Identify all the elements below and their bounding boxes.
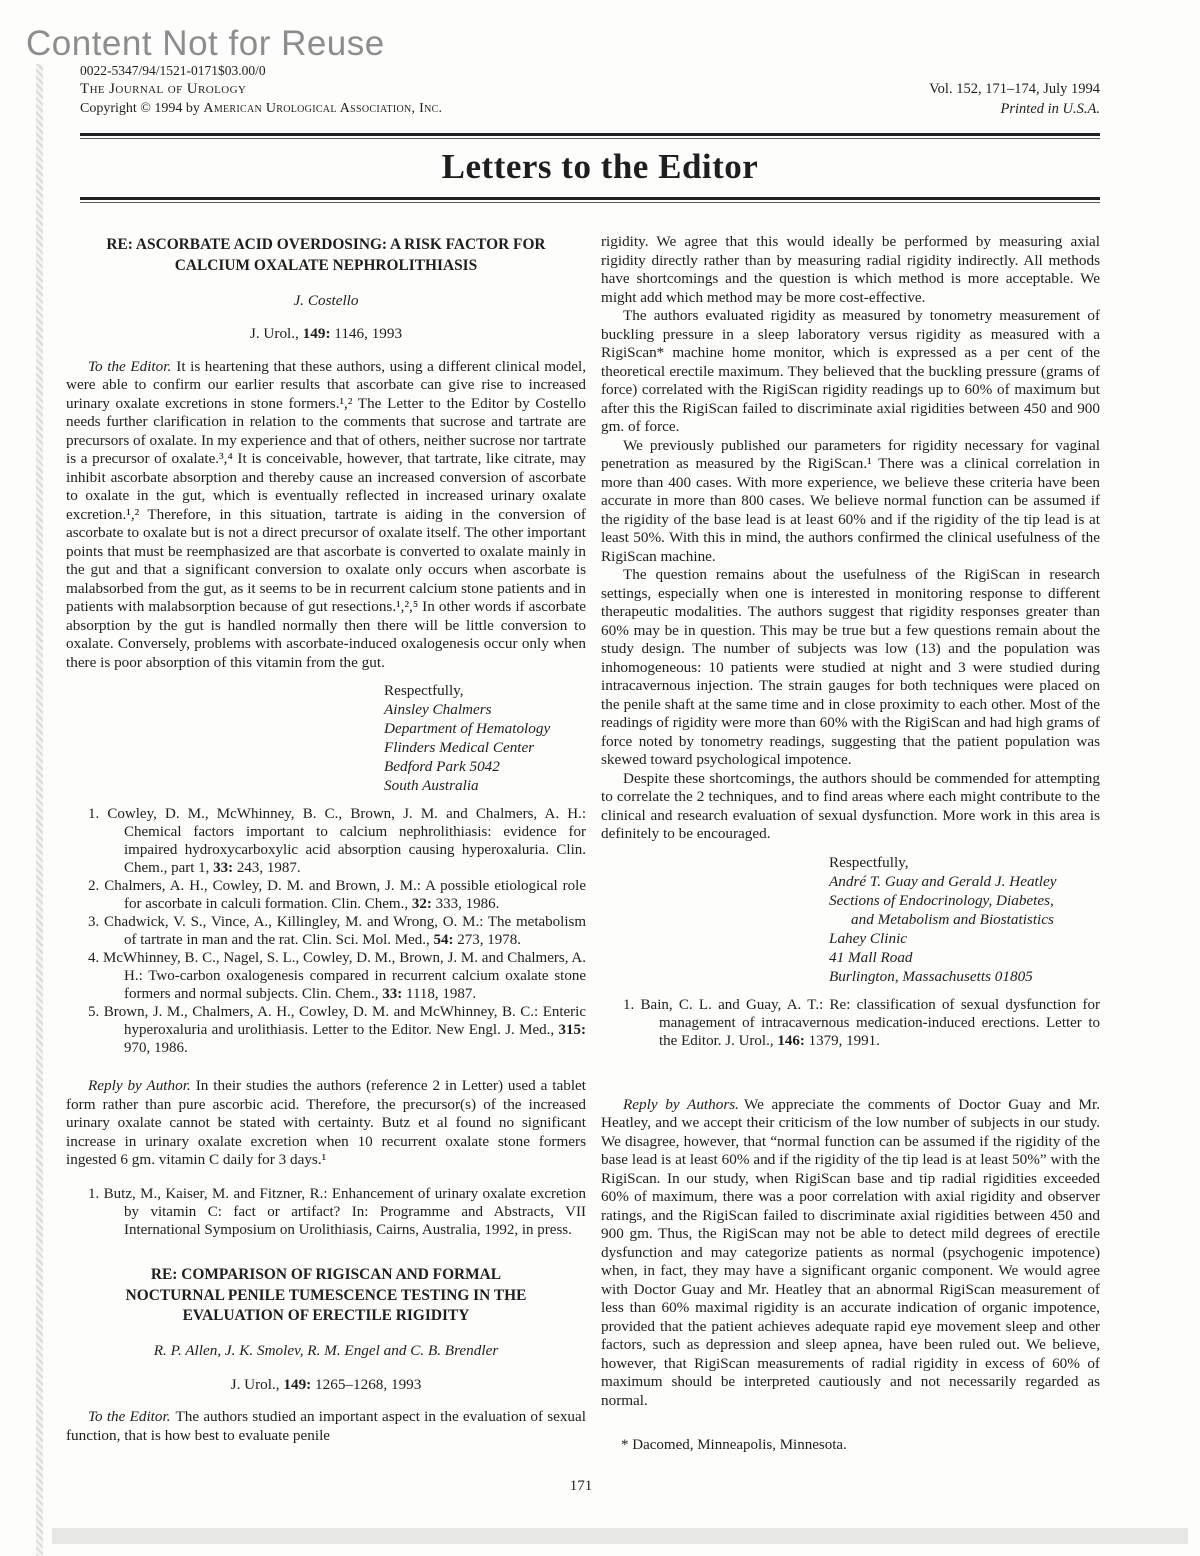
ref-volume: 54: [433,932,454,949]
ref-number: 1. [88,1185,100,1202]
watermark: Content Not for Reuse [26,24,385,63]
reply1-lead: Reply by Author. [88,1077,191,1095]
copyright-org: American Urological Association, Inc. [203,100,443,116]
citation-volume: 149: [283,1375,312,1393]
scan-binding-artifact [36,64,43,1556]
continuation-paragraph: rigidity. We agree that this would ideally be performed by measuring axial rigidity directly rather than by measuring radial rigidity indirectly. All methods have shortcomings and the question is which method is more acceptable. We might add which method may be more cost-effective. [601,233,1100,306]
letter2-body [66,1408,586,1445]
reply1-paragraph [66,1077,586,1170]
citation-pages: 1146, 1993 [330,325,403,343]
reference-item [66,805,586,877]
ref-text: Cowley, D. M., McWhinney, B. C., Brown, J. M. and Chalmers, A. H.: Chemical factors important to calcium nephrolithiasis: evidence for impaired hydroxycarboxylic acid absorption causing hyperoxaluria. Clin. Chem., part 1, [107,806,586,877]
reply2-paragraph [601,1096,1100,1411]
signature-line: Burlington, Massachusetts 01805 [829,967,1033,985]
ref-pages: 273, 1978. [453,932,522,949]
top-rule [80,133,1100,139]
letter2-signature [829,853,1100,986]
ref-number: 4. [88,950,100,967]
ref-number: 5. [88,1004,100,1021]
signature-line: Flinders Medical Center [384,739,535,757]
signature-line: 41 Mall Road [829,948,913,966]
signature-line: Lahey Clinic [829,929,908,947]
manufacturer-footnote: * Dacomed, Minneapolis, Minnesota. [621,1437,847,1454]
letter1-citation [66,325,586,344]
reference-item [66,913,586,949]
left-column [66,233,586,1470]
reference-item [66,1003,586,1057]
reference-item [601,996,1100,1050]
ref-text: Chadwick, V. S., Vince, A., Killingley, M. and Wrong, O. M.: The metabolism of tartrate in man and the rat. Clin. Sci. Mol. Med., [104,914,586,949]
ref-volume: 315: [558,1022,586,1039]
journal-header [80,62,1100,119]
letter1-author: J. Costello [293,291,359,309]
ref-pages: 1379, 1991. [804,1032,880,1049]
ref-volume: 32: [411,896,432,913]
letter1-signature [384,681,586,795]
ref-number: 1. [623,996,635,1013]
ref-number: 3. [88,914,100,931]
reference-item [66,949,586,1003]
scan-bottom-artifact [52,1528,1188,1544]
letter2-text: The authors studied an important aspect in the evaluation of sexual function, that is how best to evaluate penile [66,1408,586,1444]
letter2-heading: RE: COMPARISON OF RIGISCAN AND FORMAL NOCTURNAL PENILE TUMESCENCE TESTING IN THE EVALUATION OF ERECTILE RIGIDITY [125,1265,527,1325]
body-paragraph: We previously published our parameters for rigidity necessary for vaginal penetration as measured by the RigiScan.¹ There was a clinical correlation in more than 400 cases. With more experience, we believe these criteria have been accurate in more than 800 cases. We believe normal function can be assumed if the rigidity of the base lead is at least 60% and if the rigidity of the tip lead is at least 50%. With this in mind, the authors confirmed the clinical usefulness of the RigiScan machine. [601,436,1100,565]
page-title: Letters to the Editor [441,147,759,187]
ref-text: Bain, C. L. and Guay, A. T.: Re: classification of sexual dysfunction for management of intracavernous medication-induced erections. Letter to the Editor. J. Urol., [640,996,1100,1049]
journal-name: The Journal of Urology [80,80,247,97]
reference-item [66,877,586,913]
issn-code: 0022-5347/94/1521-0171$03.00/0 [80,63,266,78]
signature-line: Sections of Endocrinology, Diabetes, [829,891,1054,909]
letter2-citation [66,1376,586,1395]
ref-volume: 146: [777,1032,805,1049]
reply1-text: In their studies the authors (reference 2 in Letter) used a tablet form rather than pure ascorbic acid. Therefore, the precursor(s) of the increased urinary oxalate cannot be stated with certainty. Butz et al found no significant increase in urinary oxalate excretion when 10 recurrent oxalate stone formers ingested 6 gm. vitamin C daily for 3 days.¹ [66,1077,587,1169]
ref-text: McWhinney, B. C., Nagel, S. L., Cowley, D. M., Brown, J. M. and Chalmers, A. H.: Two-carbon oxalogenesis compared in recurrent calcium oxalate stone formers and normal subjects. Clin. Chem., [103,950,586,1003]
ref-text: Brown, J. M., Chalmers, A. H., Cowley, D. M. and McWhinney, B. C.: Enteric hyperoxaluria and urolithiasis. Letter to the Editor. New Engl. J. Med., [103,1004,587,1039]
title-bottom-rule [80,197,1100,203]
body-paragraph: The authors evaluated rigidity as measured by tonometry measurement of buckling pressure in a sleep laboratory versus rigidity as measured with a RigiScan* machine home monitor, which is expressed as a per cent of the theoretical erectile maximum. They believed that the buckling pressure (grams of force) correlated with the RigiScan rigidity readings up to 60% of maximum but after this the RigiScan failed to discriminate axial rigidities between 450 and 900 gm. of force. [601,307,1100,436]
ref-pages: 243, 1987. [233,860,301,877]
body-paragraph: The question remains about the usefulness of the RigiScan in research settings, especially when one is interested in monitoring response to different therapeutic modalities. The authors suggest that rigidity responses greater than 60% may be in question. This may be true but a few questions remain about the study design. The number of subjects was low (13) and the population was inhomogeneous: 10 patients were studied at night and 3 were studied during intracavernous injection. The strain gauges for both techniques were placed on the penile shaft at the same time and in close proximity to each other. Most of the readings of rigidity were more than 60% with the RigiScan and had high grams of force noted by tonometry readings, suggesting that the patient population was skewed toward psychological impotence. [601,566,1100,769]
ref-pages: 333, 1986. [431,896,500,913]
letter2-references [601,996,1100,1050]
ref-number: 2. [88,878,100,895]
letter1-heading: RE: ASCORBATE ACID OVERDOSING: A RISK FACTOR FOR CALCIUM OXALATE NEPHROLITHIASIS [106,236,546,274]
reply2-lead: Reply by Authors. [623,1095,739,1113]
citation-volume: 149: [302,325,331,343]
signature-line: and Metabolism and Biostatistics [851,910,1054,928]
letter1-body [66,358,586,673]
signature-line: South Australia [384,777,479,795]
reply2-text: We appreciate the comments of Doctor Guay and Mr. Heatley, and we accept their criticism of the low number of subjects in our study. We disagree, however, that “normal function can be assumed if the rigidity of the base lead is at least 60% and if the rigidity of the tip lead is at least 50%” with the RigiScan. In our study, when RigiScan base and tip radial rigidities exceeded 60% of maximum, there was a poor correlation with axial rigidity and observer ratings, and the RigiScan failed to discriminate axial rigidities between 450 and 900 gm. Thus, the RigiScan may not be able to detect mild degrees of erectile dysfunction and may categorize patients as normal (psychogenic impotence) when, in fact, they may have a significant organic component. We would agree with Doctor Guay and Mr. Heatley that an abnormal RigiScan measurement of less than 60% maximal rigidity is an accurate indication of organic impotence, provided that the patient achieves adequate rapid eye movement sleep and other factors, such as depression and sleep apnea, have been ruled out. We believe, however, that RigiScan measurements of radial rigidity in excess of 60% of maximum should be interpreted cautiously and not necessarily regarded as normal. [601,1095,1101,1409]
header-right [929,62,1100,119]
signature-line: Bedford Park 5042 [384,758,500,776]
citation-journal: J. Urol., [230,1375,284,1393]
ref-pages: 1118, 1987. [402,986,477,1003]
citation-journal: J. Urol., [249,325,303,343]
ref-pages: 970, 1986. [124,1040,188,1057]
reference-item [66,1185,586,1239]
ref-volume: 33: [213,860,234,877]
volume-info: Vol. 152, 171–174, July 1994 [929,81,1100,97]
body-paragraph: Despite these shortcomings, the authors should be commended for attempting to correlate the 2 techniques, and to find areas where each might contribute to the clinical and research evaluation of sexual dysfunction. More work in this area is definitely to be encouraged. [601,769,1100,843]
signature-line: Department of Hematology [384,720,551,738]
signature-line: Ainsley Chalmers [384,701,492,719]
letter2-block [66,1265,586,1445]
header-left [80,62,442,118]
letter1-references [66,805,586,1057]
printed-in: Printed in U.S.A. [1000,100,1100,117]
citation-pages: 1265–1268, 1993 [311,1375,422,1393]
ref-volume: 33: [382,986,403,1003]
ref-text: Butz, M., Kaiser, M. and Fitzner, R.: Enhancement of urinary oxalate excretion by vitamin C: fact or artifact? In: Programme and Abstracts, VII International Symposium on Urolithiasis, Cairns, Australia, 1992, in press. [103,1185,586,1238]
letter2-authors: R. P. Allen, J. K. Smolev, R. M. Engel and C. B. Brendler [153,1342,499,1360]
copyright-prefix: Copyright © 1994 by [80,100,204,116]
copyright-line [80,100,442,118]
letter2-salutation: To the Editor. [88,1408,171,1426]
signature-line: André T. Guay and Gerald J. Heatley [829,872,1057,890]
letter1-salutation: To the Editor. [88,357,172,375]
ref-number: 1. [88,806,100,823]
page-number: 171 [569,1478,593,1494]
ref-text: Chalmers, A. H., Cowley, D. M. and Brown, J. M.: A possible etiological role for ascorbate in calculi formation. Clin. Chem., [104,878,587,913]
right-column [601,233,1100,1470]
signature-closing: Respectfully, [829,853,909,871]
reply1-references [66,1185,586,1239]
letter1-text: It is heartening that these authors, using a different clinical model, were able to confirm our earlier results that ascorbate can give rise to increased urinary oxalate excretions in stone formers.¹,² The Letter to the Editor by Costello needs further clarification in relation to the comments that sucrose and tartrate are precursors of oxalate. In my experience and that of others, neither sucrose nor tartrate is a precursor of oxalate.³,⁴ It is conceivable, however, that tartrate, like citrate, may inhibit ascorbate absorption and thereby cause an increased conversion of ascorbate to oxalate in the gut, which is eventually reflected in increased urinary oxalate excretion.¹,² Therefore, in this situation, tartrate is aiding in the conversion of ascorbate to oxalate but is not a direct precursor of oxalate itself. The other important points that must be reemphasized are that ascorbate is converted to oxalate mainly in the gut and that a significant conversion to oxalate only occurs when ascorbate is malabsorbed from the gut, as it seems to be in recurrent calcium stone patients and in patients with malabsorption because of gut resections.¹,²,⁵ In other words if ascorbate absorption by the gut is handled normally then there will be little conversion to oxalate. Conversely, problems with ascorbate-induced oxalogenesis occur only when there is poor absorption of this vitamin from the gut. [66,357,586,671]
two-column-body [66,233,1100,1470]
signature-closing: Respectfully, [384,682,464,700]
